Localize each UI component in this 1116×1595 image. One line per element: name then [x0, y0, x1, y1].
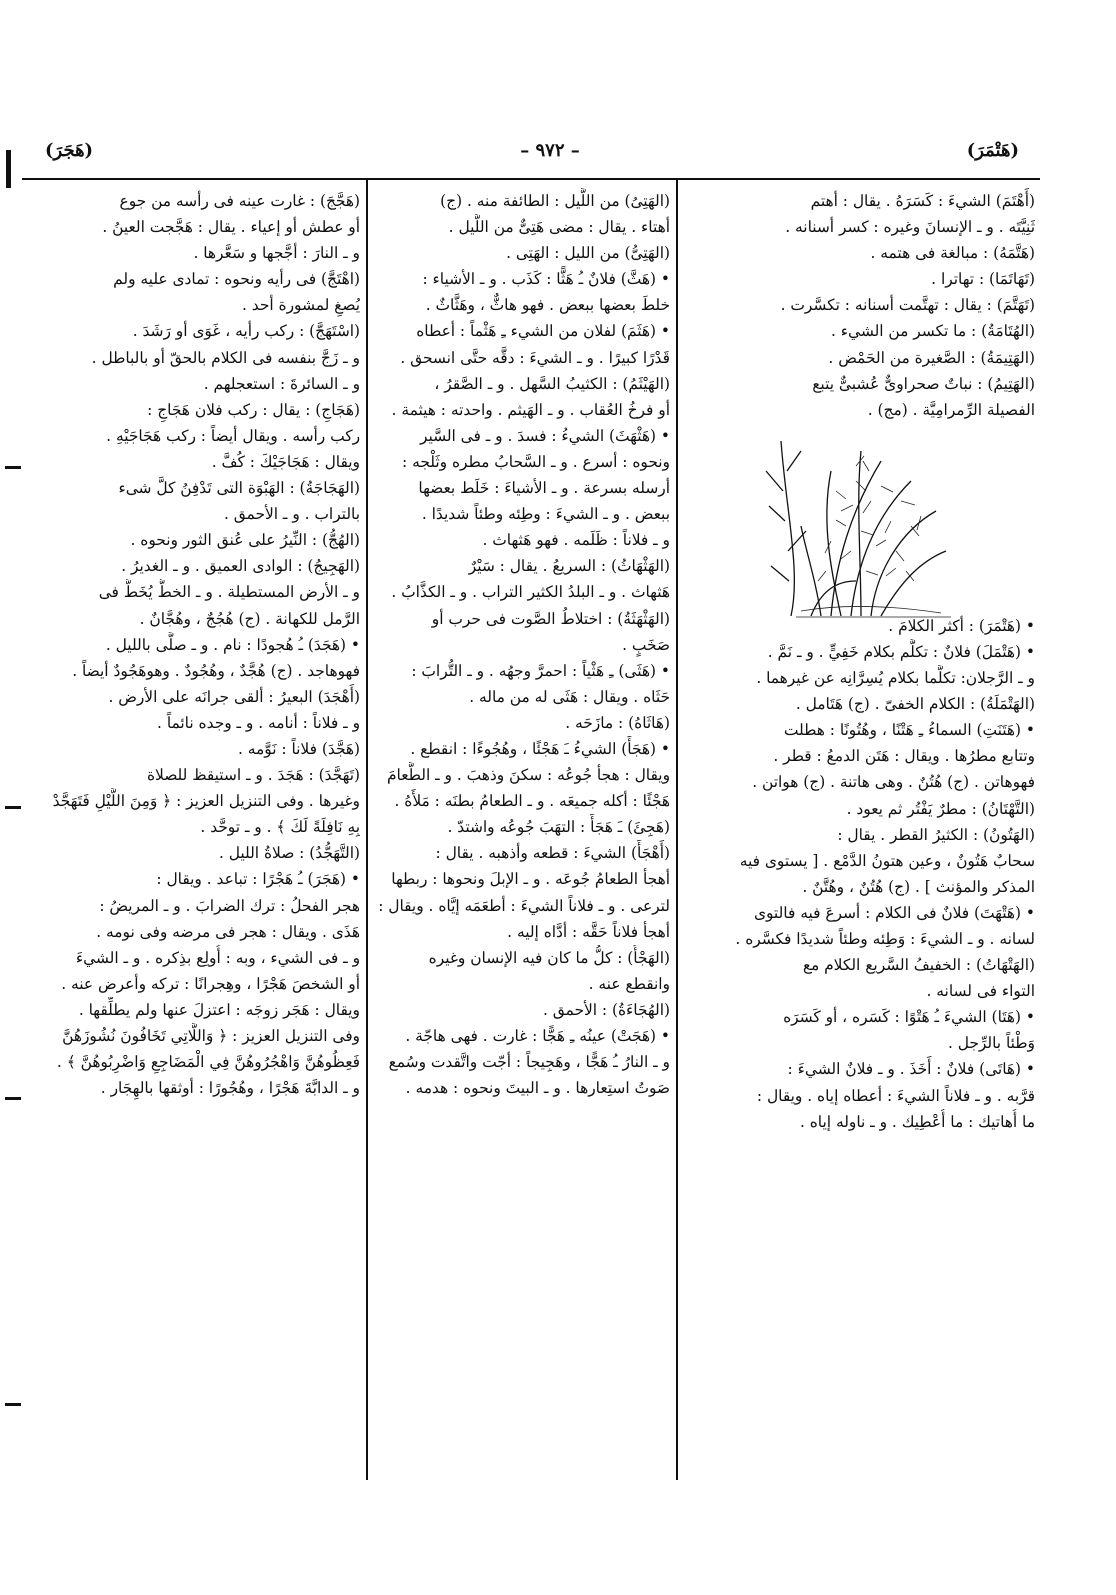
text-line: (هَجَّجَ) : غارت عينه فى رأسه من جوع — [119, 192, 360, 210]
text-line: أو فرخُ العُقاب . و ـ الهَيثم . واحدته : هيثمة . — [391, 400, 670, 419]
column-middle — [372, 188, 670, 1473]
text-line: وفى التنزيل العزيز : ﴿ وَاللَّاتِي تَخَافُونَ نُشُوزَهُنَّ — [62, 1027, 360, 1045]
text-line: فَعِظُوهُنَّ وَاهْجُرُوهُنَّ فِي الْمَضَاجِعِ وَاضْرِبُوهُنَّ ﴾ . — [56, 1053, 360, 1072]
margin-mark — [5, 466, 21, 469]
column-divider-left — [366, 180, 368, 1480]
text-line: (أَهْجَدَ) البعيرُ : ألقى جرانَه على الأرض . — [108, 687, 360, 706]
text-line: وَطْئاً بالرِّجل . — [947, 1034, 1035, 1053]
text-line: أهتاء . يقال : مضى هَتِىٌّ من اللَّيل . — [448, 218, 670, 237]
text-line: المذكر والمؤنث ] . (ج) هُتُنٌ ، وهُتَّنٌ . — [802, 877, 1035, 896]
text-line: لترعى . و ـ فلاناً الشيءَ : أطعَمَه إيَّاه . ويقال : — [378, 896, 670, 915]
text-line: (الهَثْهَثَةُ) : اختلاطُ الصَّوت فى حرب أو — [431, 609, 670, 628]
text-line: لسانه . و ـ الشيءَ : وَطِئه وطئاً شديدًا فكسَّره . — [735, 929, 1035, 948]
text-line: (الهُجُّ) : النِّيرُ على عُنق الثور ونحوه . — [130, 531, 360, 550]
text-line: و ـ زَجَّ بنفسه فى الكلام بالحقّ أو بالباطل . — [91, 348, 360, 367]
text-line: خلطَ بعضها ببعض . فهو هاثٌّ ، وهَثَّاثٌ . — [425, 296, 670, 315]
margin-mark — [5, 806, 21, 809]
text-line: أو الشخصَ هَجْرًا ، وهِجرانًا : تركه وأعرض عنه . — [61, 974, 360, 993]
text-line: ويقال : هَجَر زوجَه : اعتزلَ عنها ولم يطلِّقها . — [78, 1000, 360, 1019]
margin-mark — [5, 1097, 21, 1100]
column-left — [40, 188, 360, 1473]
text-line: أهجأ فلاناً حَقَّه : أدَّاه إليه . — [507, 922, 670, 941]
text-line: • (هَجَتْ) عينُه ـِ هَجًّا : غارت . فهى هاجّة . — [405, 1027, 670, 1045]
text-line: (تَهَجَّدَ) : هَجَدَ . و ـ استيقظ للصلاة — [146, 766, 360, 785]
text-line: ويقال : هَجَاجَيْكَ : كُفَّ . — [211, 452, 360, 471]
text-line: هَذَى . ويقال : هجر فى مرضه وفى نومه . — [96, 922, 360, 941]
text-line: (هَتَّمَهُ) : مبالغة فى هتمه . — [870, 244, 1035, 263]
text-line: يُصغِ لمشورة أحد . — [241, 296, 360, 315]
text-line: (الهَتُونُ) : الكثيرُ القطر . يقال : — [837, 825, 1035, 844]
plant-illustration — [681, 423, 1035, 613]
text-line: أهجأ الطعامُ جُوعَه . و ـ الإبلَ ونحوها : ربطها — [391, 870, 670, 889]
text-line: (تَهَاتَمَا) : تهاترا . — [931, 270, 1035, 289]
text-line: (الهُجَاءَةُ) : الأحمق . — [542, 1000, 670, 1019]
text-line: ببعض . و ـ الشيءَ : وطِئه وطئاً شديدًا . — [421, 505, 670, 524]
text-line: (الهَجَاجَةُ) : الهَبْوَة التى تَدْفِنُ كلَّ شىء — [118, 479, 360, 498]
text-line: • (هَتْهَتَ) فلانٌ فى الكلام : أسرعَ فيه فالتوى — [753, 903, 1035, 922]
text-line: حَثَاه . ويقال : هَثَى له من ماله . — [469, 687, 670, 706]
text-line: قَدْرًا كبيرًا . و ـ الشيءَ : دقَّه حتَّى انسحق . — [400, 348, 670, 367]
text-line: • (هَجَرَ) ـُ هَجْرًا : تباعد . ويقال : — [156, 870, 360, 889]
text-line: ما أُهاتيك : ما أُعْطِيك . و ـ ناوله إياه . — [799, 1112, 1035, 1131]
text-line: بِهِ نَافِلَةً لَكَ ﴾ . و ـ توحَّد . — [200, 818, 360, 837]
text-line: (هَاثَاهُ) : مازَحَه . — [565, 713, 670, 732]
text-line: و ـ فلاناً : ظَلَمه . فهو هَثهاث . — [482, 531, 670, 550]
text-line: • (هَجَدَ) ـُ هُجودًا : نام . و ـ صلَّى بالليل . — [105, 635, 360, 654]
text-line: و ـ الرَّجلان: تكلَّما بكلام يُسِرَّانِه عن غيرهما . — [756, 669, 1035, 688]
text-line: (الهَيْثَمُ) : الكثيبُ السَّهل . و ـ الصَّقرُ ، — [434, 374, 670, 393]
page-number: – ٩٧٢ – — [520, 140, 580, 161]
text-line: فهوهاتن . (ج) هُتُنٌ . وهى هاتنة . (ج) هواتن . — [752, 773, 1035, 792]
text-line: (التَّهْتَانُ) : مطرٌ يَفْتُر ثم يعود . — [846, 799, 1035, 818]
text-line: (الهَتْهَاتُ) : الخفيفُ السَّريع الكلام مع — [802, 956, 1035, 975]
text-line: ويقال : هجأ جُوعُه : سكنَ وذهبَ . و ـ الطَّعامَ — [387, 766, 670, 785]
text-line: ونحوه : أسرع . و ـ السَّحابُ مطره وثَلْجه : — [402, 452, 670, 471]
text-line: (الهَجْأُ) : كلُّ ما كان فيه الإنسان وغيره — [428, 948, 670, 967]
text-line: (الهَتْمَلَةُ) : الكلام الخفىّ . (ج) هَتَامل . — [795, 695, 1035, 714]
text-line: وغيرها . وفى التنزيل العزيز : ﴿ وَمِنَ اللَّيْلِ فَتَهَجَّدْ — [52, 792, 360, 811]
text-line: • (هَثَّ) فلانٌ ـُ هَثًّا : كَذَب . و ـ الأشياء : — [422, 270, 670, 289]
text-line: (تَهَتَّمَ) : يقال : تهتَّمت أسنانه : تكسَّرت . — [780, 296, 1035, 315]
text-line: هَثهاث . و ـ البلدُ الكثير التراب . و ـ الكذَّابُ . — [391, 583, 670, 602]
text-line: و ـ الدابَّةَ هَجْرًا ، وهُجُورًا : أوثقها بالهِجَار . — [100, 1079, 360, 1098]
text-line: • (هَثَى) ـِ هَثْياً : احمرَّ وجهُه . و ـ التُّرابَ : — [411, 661, 670, 680]
column-right — [681, 188, 1035, 1473]
text-line: وتتابع مطرُها . ويقال : هَتَن الدمعُ : قطر . — [773, 747, 1035, 766]
header-rule — [22, 178, 1040, 180]
text-line: صَخَبٍ . — [622, 635, 670, 654]
text-line: و ـ الأرض المستطيلة . و ـ الخطُّ يُخَطُّ فى — [98, 583, 360, 602]
text-line: أو عطش أو إعياء . يقال : هَجَّجت العينُ . — [102, 218, 360, 237]
text-line: (التَّهَجُّدُ) : صلاةُ الليل . — [218, 844, 360, 863]
text-line: الرَّمل للكهانة . (ج) هُجُجٌ ، وهُجَّانٌ . — [139, 609, 360, 628]
text-line: صَوتُ استِعارها . و ـ البيتَ ونحوه : هدمه . — [405, 1079, 670, 1098]
text-line: و ـ فلاناً : أنامه . و ـ وجده نائماً . — [157, 713, 360, 732]
text-line: (الهُتَامَةُ) : ما تكسر من الشيء . — [831, 322, 1035, 341]
text-line: و ـ فى الشيء ، وبه : أُولِع بذِكره . و ـ الشيءَ — [75, 948, 360, 967]
text-line: أرسله بسرعة . و ـ الأشياءَ : خَلَط بعضها — [418, 479, 670, 498]
text-line: قرَّبه . و ـ فلاناً الشيءَ : أعطاه إياه . ويقال : — [756, 1086, 1035, 1105]
text-line: ركب رأسه . ويقال أيضاً : ركب هَجَاجَيْهِ . — [106, 426, 360, 445]
text-line: ثَنِيَّتَه . و ـ الإنسانَ وغيره : كسر أسنانه . — [785, 218, 1035, 237]
text-line: هَجْئًا : أكله جميعَه . و ـ الطعامُ بطنَه : مَلأَهُ . — [394, 792, 670, 811]
text-line: • (هَجَأَ) الشيءُ ـَ هَجْئًا ، وهُجُوءًا : انقطع . — [410, 739, 670, 758]
text-line: • (هَثْهَثَ) الشيءُ : فسدَ . و ـ فى السَّير — [419, 426, 670, 445]
text-line: هجر الفحلُ : ترك الضرابَ . و ـ المريضُ : — [99, 896, 360, 915]
text-line: وانقطع عنه . — [588, 974, 670, 993]
page-header — [0, 140, 1116, 180]
text-line: (الهَتِىُ) من اللَّيل : الطائفة منه . (ج) — [440, 192, 670, 210]
column-divider-right — [676, 180, 678, 1480]
text-line: التواء فى لسانه . — [926, 982, 1035, 1001]
text-line: بالتراب . و ـ الأحمق . — [223, 505, 360, 524]
text-line: و ـ النارَ : أجَّجها و سَعَّرها . — [193, 244, 360, 263]
text-line: • (هَتْمَرَ) : أكثر الكلامَ . — [888, 616, 1035, 635]
text-line: • (هَتَنَتِ) السماءُ ـِ هَتْنًا ، وهُتُونًا : هطلت — [783, 721, 1035, 740]
text-line: • (هَتْمَلَ) فلانٌ : تكلَّم بكلام خَفِيٍّ . و ـ نَمَّ . — [767, 642, 1035, 661]
text-line: (اهْتَجَّ) فى رأيه ونحوه : تمادى عليه ولم — [113, 270, 360, 289]
margin-mark — [5, 1403, 21, 1406]
text-line: (هَجَاجِ) : يقال : ركب فلان هَجَاجِ : — [147, 400, 360, 419]
text-line: (الهَثْهَاثُ) : السريعُ . يقال : سَيْرٌ — [468, 557, 670, 576]
plant-drawing — [761, 431, 961, 621]
text-line: (الهَتِيمُ) : نباتٌ صحراوىٌّ عُشبىٌّ يتبع — [812, 374, 1035, 393]
text-line: فهوهاجد . (ج) هُجَّدٌ ، وهُجُودٌ . وهوهَجُودٌ أيضاً . — [72, 661, 360, 680]
text-line: • (هَتَا) الشيءَ ـُ هَتْوًا : كَسَره ، أو كَسَرَه — [783, 1008, 1035, 1027]
text-line: سحابٌ هَتُونٌ ، وعين هتونُ الدَّمْع . [ يستوى فيه — [739, 851, 1035, 870]
text-line: و ـ السائرةَ : استعجلهم . — [203, 374, 360, 393]
text-line: (الهَجِيجُ) : الوادى العميق . و ـ الغديرُ . — [121, 557, 360, 576]
header-last-entry: (هَجَرَ) — [45, 140, 94, 161]
text-line: (اسْتَهَجَّ) : ركب رأيه ، غَوَى أو رَشَدَ . — [132, 322, 360, 341]
text-line: • (هَثَمَ) لفلان من الشيء ـِ هَثْماً : أعطاه — [416, 322, 670, 341]
margin-mark — [6, 150, 11, 188]
text-line: (الهَتِىُّ) من الليل : الهَتِى . — [506, 244, 670, 263]
text-line: (الهَتِيمَةُ) : الصَّغيرة من الحَمْض . — [828, 348, 1035, 367]
text-line: و ـ النارُ ـُ هَجًّا ، وهَجِيجاً : أجّت واتَّقدت وسُمع — [388, 1053, 670, 1072]
text-line: • (هَاتَى) فلانٌ : أَخَذَ . و ـ فلانٌ الشيءَ : — [787, 1060, 1035, 1079]
text-line: (أَهْجَأَ) الشيءَ : قطعه وأذهبه . يقال : — [435, 844, 670, 863]
text-line: (هَجِئَ) ـَ هَجَأً : التهَبَ جُوعُه واشتدّ . — [447, 818, 670, 837]
text-line: الفصيلة الرِّمرامِيَّة . (مج) . — [867, 400, 1035, 419]
header-first-entry: (هَتْمَرَ) — [966, 140, 1019, 161]
text-line: (هَجَّدَ) فلاناً : نَوَّمه . — [237, 739, 360, 758]
text-line: (أَهْتَمَ) الشيءَ : كَسَرَهُ . يقال : أهتم — [810, 192, 1035, 210]
